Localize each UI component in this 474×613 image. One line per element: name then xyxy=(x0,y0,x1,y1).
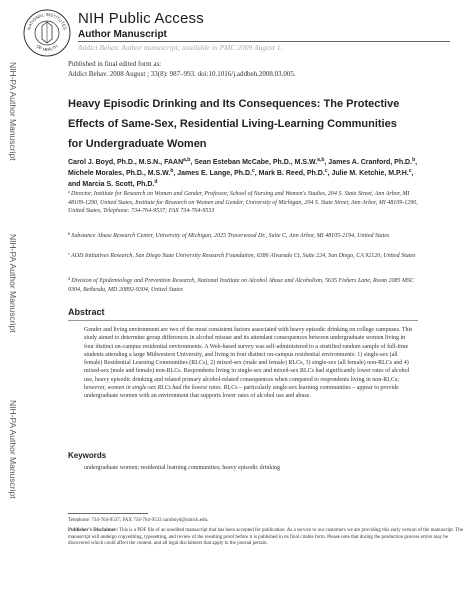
affiliation-text: Director, Institute for Research on Women and Gender, Professor, School of Nursing and Women's Studies, 204 S. State Street, Ann Arbor, MI 48109-1290, United States, Institute for Research on Women and Gender, University of Michigan, 204 S. State Street, Ann Arbor, MI 48109-1290, United States, Telephone: 734-764-9537; FAX 734-764-9533 xyxy=(68,191,418,214)
side-label-author-manuscript: NIH-PA Author Manuscript xyxy=(8,62,18,161)
logo-text-bottom: OF HEALTH xyxy=(35,43,59,53)
keywords-heading: Keywords xyxy=(68,451,107,460)
corresponding-contact: Telephone: 734-764-9537; FAX 734-764-9533 caroboyd@umich.edu. xyxy=(68,518,209,523)
author-affil-mark: b xyxy=(170,168,174,174)
affiliation-c xyxy=(68,252,418,261)
journal-reference: Addict Behav. 2008 August ; 33(8): 987–993. doi:10.1016/j.addbeh.2008.03.005. xyxy=(68,70,296,78)
affiliation-text: Division of Epidemiology and Prevention Research, National Institute on Alcohol Abuse and Alcoholism, 5635 Fishers Lane, Room 2085 MSC 9304, Bethesda, MD 20892-9304, United States xyxy=(68,278,414,293)
author-name: Sean Esteban McCabe, Ph.D., M.S.W. xyxy=(194,159,318,166)
author-affil-mark: a,b xyxy=(317,157,325,163)
affiliation-a xyxy=(68,190,418,216)
author-name: Michele Morales, Ph.D., M.S.W. xyxy=(68,170,171,177)
affiliation-mark: c xyxy=(68,251,70,256)
affiliation-mark: a xyxy=(68,189,70,194)
author-name: Marcia S. Scott, Ph.D. xyxy=(82,181,155,188)
author-name: Carol J. Boyd, Ph.D., M.S.N., FAAN xyxy=(68,159,184,166)
paper-title xyxy=(68,94,418,154)
footnote-divider xyxy=(68,513,148,514)
affiliation-b xyxy=(68,232,418,241)
nih-seal-icon xyxy=(22,8,72,58)
abstract-body xyxy=(84,326,414,401)
title-line: Heavy Episodic Drinking and Its Consequences: The Protective xyxy=(68,98,400,110)
author-name: James E. Lange, Ph.D. xyxy=(177,170,252,177)
affiliation-mark: d xyxy=(68,276,71,281)
affiliation-text: AOD Initiatives Research, San Diego State University Research Foundation, 6386 Alvarado Ct, Suite 224, San Diego, CA 92120, United States xyxy=(71,253,416,259)
author-affil-mark: c xyxy=(251,168,255,174)
affiliation-d xyxy=(68,277,418,294)
nih-public-access-title: NIH Public Access xyxy=(78,10,204,27)
author-name: Julie M. Ketchie, M.P.H. xyxy=(331,170,409,177)
logo-text-top: NATIONAL INSTITUTES xyxy=(26,11,68,31)
publisher-disclaimer xyxy=(68,528,463,548)
author-affil-mark: a,b xyxy=(183,157,191,163)
author-affil-mark: b xyxy=(412,157,416,163)
title-line: Effects of Same-Sex, Residential Living-Learning Communities xyxy=(68,118,397,130)
author-name: Mark B. Reed, Ph.D. xyxy=(258,170,325,177)
author-list: Carol J. Boyd, Ph.D., M.S.N., FAAN$^{a,b}$, Sean Esteban McCabe, Ph.D., M.S.W.$^{a,b}$, James A. Cranford, Ph.D.$^b$, Michele Morales, Ph.D., M.S.W.$^b$, James E. Lange, Ph.D.$^c$, Mark B. Reed, Ph.D.$^c$, Julie M. Ketchie, M.P.H.$^c$, and Marcia S. Scott, Ph.D.$^d$ xyxy=(68,157,418,188)
author-manuscript-label: Author Manuscript xyxy=(78,29,167,40)
abstract-heading: Abstract xyxy=(68,307,105,317)
abstract-text-emphasis: women in single-sex RLCs had the lowest rates. xyxy=(107,385,223,392)
side-label-author-manuscript: NIH-PA Author Manuscript xyxy=(8,400,18,499)
header-divider xyxy=(78,41,450,42)
keywords-list: undergraduate women; residential learning communities; heavy episodic drinking xyxy=(84,465,281,471)
abstract-divider xyxy=(68,320,418,321)
affiliation-text: Substance Abuse Research Center, University of Michigan, 2025 Traverwood Dr., Suite C, Ann Arbor, MI 48105-2194, United States xyxy=(71,233,390,239)
author-name: James A. Cranford, Ph.D. xyxy=(328,159,413,166)
author-affil-mark: c xyxy=(408,168,412,174)
disclaimer-text: This is a PDF file of an unedited manuscript that has been accepted for publication. As a service to our customers we are providing this early version of the manuscript. The manuscript will undergo copyediting, typesetting, and review of the resulting proof before it is published in its final citable form. Please note that during the production process errors may be discovered which could affect the content, and all legal disclaimers that apply to the journal pertain. xyxy=(68,528,463,546)
abstract-text-part: Gender and living environment are two of the most consistent factors associated with heavy episodic drinking on college campuses. This study aimed to determine group differences in alcohol misuse and its attendant consequences between undergraduate women living in four distinct on-campus residential environments. A Web-based survey was self-administered to a stratified random sample of full-time students attending a large Midwestern University, and living in four distinct on-campus residential environments: 1) single-sex (all female) Residential Learning Communities (RLCs), 2) mixed-sex (male and female) RLCs, 3) single-sex (all female) non-RLCs and 4) mixed-sex (male and female) non-RLCs. Respondents living in single-sex and mixed-sex RLCs had significantly lower rates of alcohol use, heavy episodic drinking and related primary alcohol-related consequences when compared to respondents living in non-RLCs; however, xyxy=(84,327,413,392)
header-citation: Addict Behav. Author manuscript; available in PMC 2009 August 1. xyxy=(78,43,283,52)
author-affil-mark: c xyxy=(324,168,328,174)
affiliation-mark: b xyxy=(68,231,71,236)
author-affil-mark: d xyxy=(154,179,158,185)
side-label-author-manuscript: NIH-PA Author Manuscript xyxy=(8,234,18,333)
title-line: for Undergraduate Women xyxy=(68,138,207,150)
published-final-form-note: Published in final edited form as: xyxy=(68,60,162,68)
disclaimer-label: Publisher's Disclaimer: xyxy=(68,528,118,533)
abstract-text-part: RLCs – particularly single-sex learning communities – appear to provide undergraduate women with an environment that supports lower rates of alcohol use and abuse. xyxy=(84,385,399,400)
